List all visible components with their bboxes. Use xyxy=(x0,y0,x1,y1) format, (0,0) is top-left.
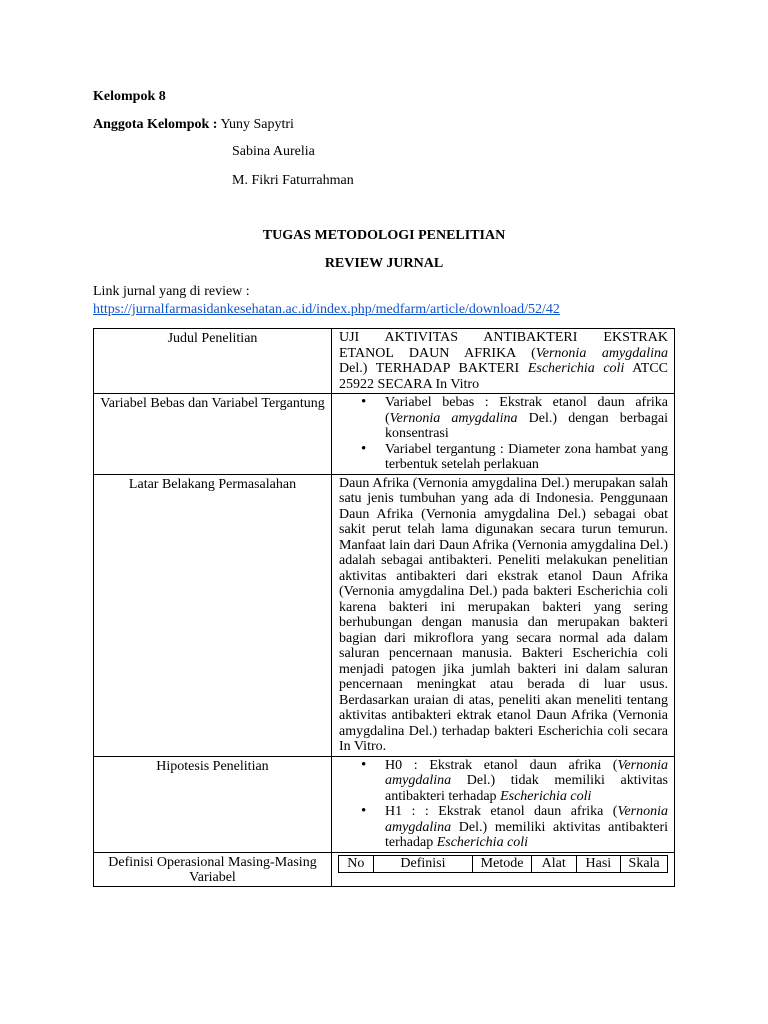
bullet-variabel-tergantung: • Variabel tergantung : Diameter zona hambat yang terbentuk setelah perlakuan xyxy=(385,442,668,473)
row-definisi xyxy=(94,852,675,886)
members-label: Anggota Kelompok : xyxy=(93,117,218,132)
label-hipotesis: Hipotesis Penelitian xyxy=(94,756,332,852)
members-line xyxy=(93,116,294,134)
main-title: TUGAS METODOLOGI PENELITIAN xyxy=(262,228,506,243)
value-judul xyxy=(332,329,675,394)
sub-title: REVIEW JURNAL xyxy=(324,256,444,271)
label-definisi: Definisi Operasional Masing-Masing Variabel xyxy=(94,852,332,886)
label-judul: Judul Penelitian xyxy=(94,329,332,394)
col-alat: Alat xyxy=(531,855,576,872)
label-variabel: Variabel Bebas dan Variabel Tergantung xyxy=(94,394,332,475)
group-title: Kelompok 8 xyxy=(93,89,166,104)
row-judul xyxy=(94,329,675,394)
definisi-subtable xyxy=(338,855,668,873)
link-label: Link jurnal yang di review : xyxy=(93,284,250,299)
value-variabel xyxy=(332,394,675,475)
member-2: Sabina Aurelia xyxy=(232,144,315,159)
row-latar xyxy=(94,474,675,756)
judul-line-4: 25922 SECARA In Vitro xyxy=(339,376,480,392)
value-definisi xyxy=(332,852,675,886)
judul-line-3: Del.) TERHADAP BAKTERI Escherichia coli ATCC xyxy=(339,361,668,376)
bullet-h0: • H0 : Ekstrak etanol daun afrika (Vernonia amygdalina Del.) tidak memiliki aktivitas antibakteri terhadap Escherichia coli xyxy=(385,758,668,805)
bullet-h1: • H1 : : Ekstrak etanol daun afrika (Vernonia amygdalina Del.) memiliki aktivitas antibakteri terhadap Escherichia coli xyxy=(385,804,668,851)
col-skala: Skala xyxy=(621,855,668,872)
judul-line-1: UJI AKTIVITAS ANTIBAKTERI EKSTRAK xyxy=(339,330,668,345)
col-definisi: Definisi xyxy=(373,855,472,872)
judul-line-2: ETANOL DAUN AFRIKA (Vernonia amygdalina xyxy=(339,345,668,361)
review-table xyxy=(93,328,675,887)
row-variabel xyxy=(94,394,675,475)
col-no: No xyxy=(339,855,374,872)
value-latar: Daun Afrika (Vernonia amygdalina Del.) merupakan salah satu jenis tumbuhan yang ada di Indonesia. Penggunaan Daun Afrika (Vernonia amygdalina Del.) sebagai obat sakit perut telah lama digunakan secara turun temurun. Manfaat lain dari Daun Afrika (Vernonia amygdalina Del.) adalah sebagai antibakteri. Peneliti melakukan penelitian aktivitas antibakteri dari ekstrak etanol Daun Afrika (Vernonia amygdalina Del.) pada bakteri Escherichia coli karena bakteri ini merupakan bakteri yang sering berhubungan dengan manusia dan merupakan bakteri bagian dari mikroflora yang secara normal ada dalam saluran pencernaan manusia. Bakteri Escherichia coli menjadi patogen jika jumlah bakteri ini dalam saluran pencernaan meningkat atau berada di luar usus. Berdasarkan uraian di atas, peneliti akan meneliti tentang aktivitas antibakteri ektrak etanol Daun Afrika (Vernonia amygdalina Del.) terhadap bakteri Escherichia coli secara In Vitro. xyxy=(332,474,675,756)
member-1: Yuny Sapytri xyxy=(220,117,294,132)
col-metode: Metode xyxy=(473,855,532,872)
bullet-variabel-bebas: • Variabel bebas : Ekstrak etanol daun afrika (Vernonia amygdalina Del.) dengan berbagai konsentrasi xyxy=(385,395,668,442)
definisi-header-row xyxy=(339,855,668,872)
row-hipotesis xyxy=(94,756,675,852)
col-hasi: Hasi xyxy=(576,855,621,872)
journal-link-line xyxy=(93,301,560,319)
label-latar: Latar Belakang Permasalahan xyxy=(94,474,332,756)
value-hipotesis xyxy=(332,756,675,852)
journal-link[interactable]: https://jurnalfarmasidankesehatan.ac.id/index.php/medfarm/article/download/52/42 xyxy=(93,302,560,317)
member-3: M. Fikri Faturrahman xyxy=(232,173,354,188)
